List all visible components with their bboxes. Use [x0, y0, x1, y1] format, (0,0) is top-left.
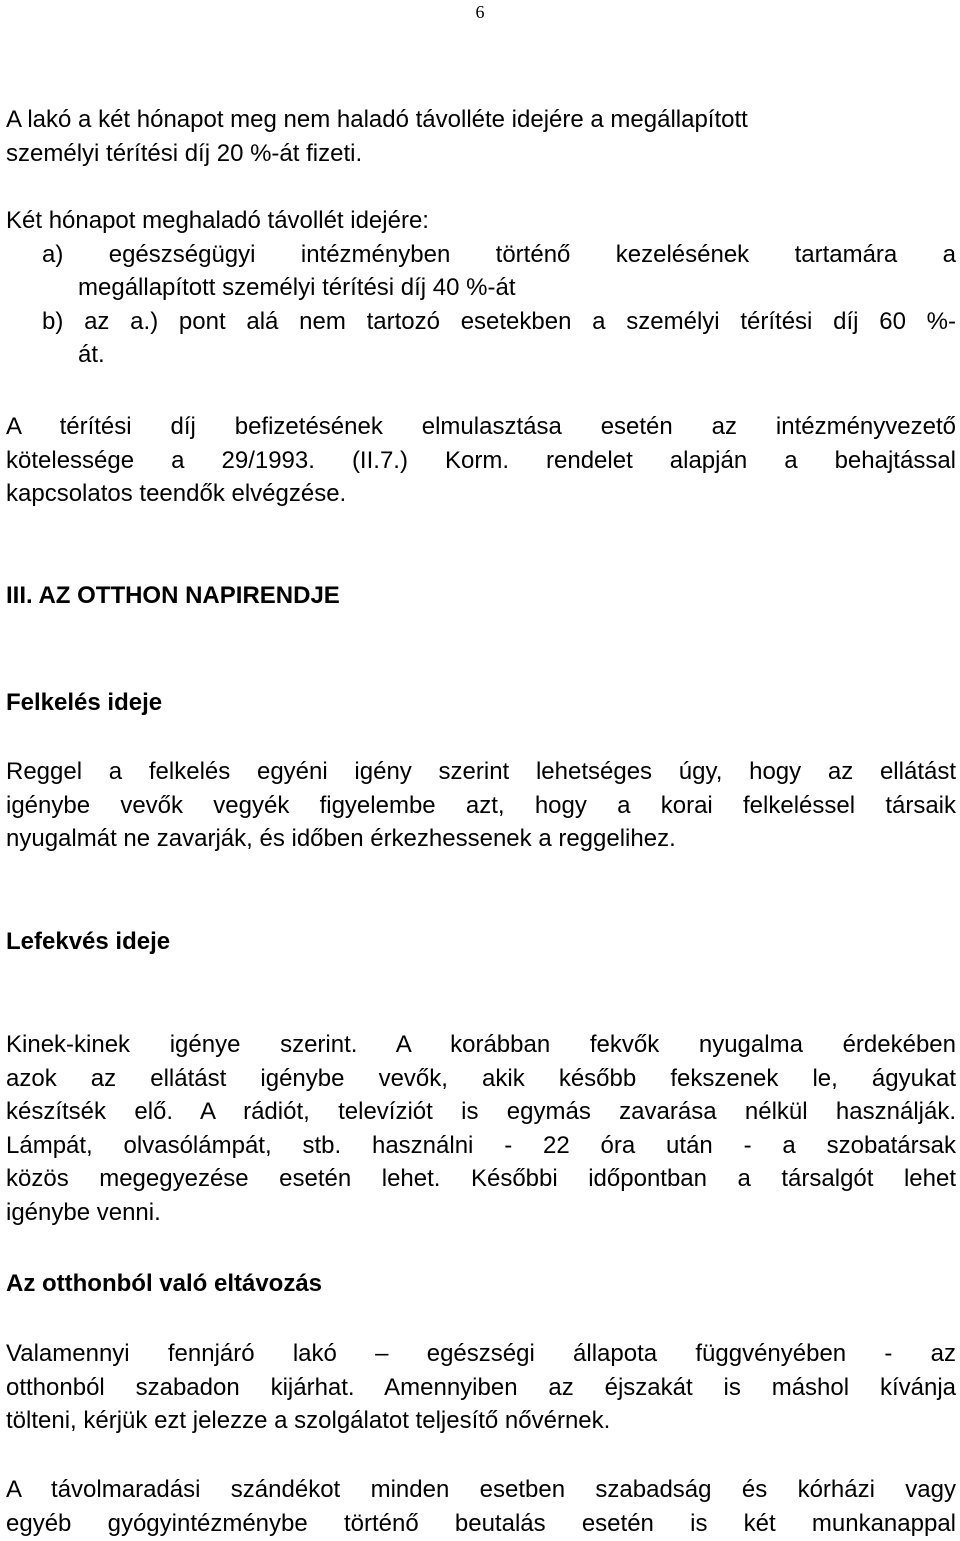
paragraph-absence-intent — [6, 1473, 956, 1540]
list-item-b: b) az a.) pont alá nem tartozó esetekben a személyi térítési díj 60 %- — [42, 307, 956, 335]
text-line: igénybe vevők vegyék figyelembe azt, hogy a korai felkeléssel társaik — [6, 791, 956, 819]
text-line: igénybe venni. — [6, 1198, 161, 1226]
text-line: A lakó a két hónapot meg nem haladó távolléte idejére a megállapított — [6, 106, 748, 133]
paragraph-payment-default — [6, 410, 956, 511]
text-line: Reggel a felkelés egyéni igény szerint lehetséges úgy, hogy az ellátást — [6, 758, 956, 785]
text-line: kapcsolatos teendők elvégzése. — [6, 480, 347, 507]
paragraph-long-absence — [6, 204, 956, 372]
text-line: Lámpát, olvasólámpát, stb. használni - 22 óra után - a szobatársak — [6, 1131, 956, 1159]
heading-leaving-home: Az otthonból való eltávozás — [6, 1270, 323, 1297]
text-line: készítsék elő. A rádiót, televíziót is egymás zavarása nélkül használják. — [6, 1098, 956, 1125]
paragraph-absence-fee — [6, 103, 956, 170]
list-item-b-continuation: át. — [78, 341, 105, 368]
paragraph-bedtime — [6, 1028, 956, 1229]
page-number: 6 — [475, 2, 485, 22]
text-line: személyi térítési díj 20 %-át fizeti. — [6, 139, 363, 167]
text-line: Kinek-kinek igénye szerint. A korábban fekvők nyugalma érdekében — [6, 1031, 956, 1058]
text-line: azok az ellátást igénybe vevők, akik később fekszenek le, ágyukat — [6, 1064, 956, 1092]
text-line: otthonból szabadon kijárhat. Amennyiben az éjszakát is máshol kívánja — [6, 1373, 956, 1401]
text-line: kötelessége a 29/1993. (II.7.) Korm. rendelet alapján a behajtással — [6, 446, 956, 474]
text-line: Két hónapot meghaladó távollét idejére: — [6, 207, 429, 234]
list-item-a: a) egészségügyi intézményben történő kezelésének tartamára a — [42, 240, 956, 268]
list-item-a-continuation: megállapított személyi térítési díj 40 %-át — [78, 274, 516, 301]
text-line: Valamennyi fennjáró lakó – egészségi állapota függvényében - az — [6, 1340, 956, 1367]
paragraph-wake-up — [6, 755, 956, 856]
text-line: nyugalmát ne zavarják, és időben érkezhessenek a reggelihez. — [6, 825, 676, 852]
text-line: tölteni, kérjük ezt jelezze a szolgálatot teljesítő nővérnek. — [6, 1407, 611, 1434]
paragraph-leaving-home — [6, 1337, 956, 1438]
text-line: A térítési díj befizetésének elmulasztása esetén az intézményvezető — [6, 413, 956, 440]
heading-bedtime: Lefekvés ideje — [6, 928, 171, 955]
text-line: közös megegyezése esetén lehet. Későbbi időpontban a társalgót lehet — [6, 1165, 956, 1192]
heading-wake-up: Felkelés ideje — [6, 689, 163, 716]
text-line: A távolmaradási szándékot minden esetben szabadság és kórházi vagy — [6, 1476, 956, 1503]
text-line: egyéb gyógyintézménybe történő beutalás esetén is két munkanappal — [6, 1509, 956, 1537]
section-title: III. AZ OTTHON NAPIRENDJE — [6, 582, 340, 609]
